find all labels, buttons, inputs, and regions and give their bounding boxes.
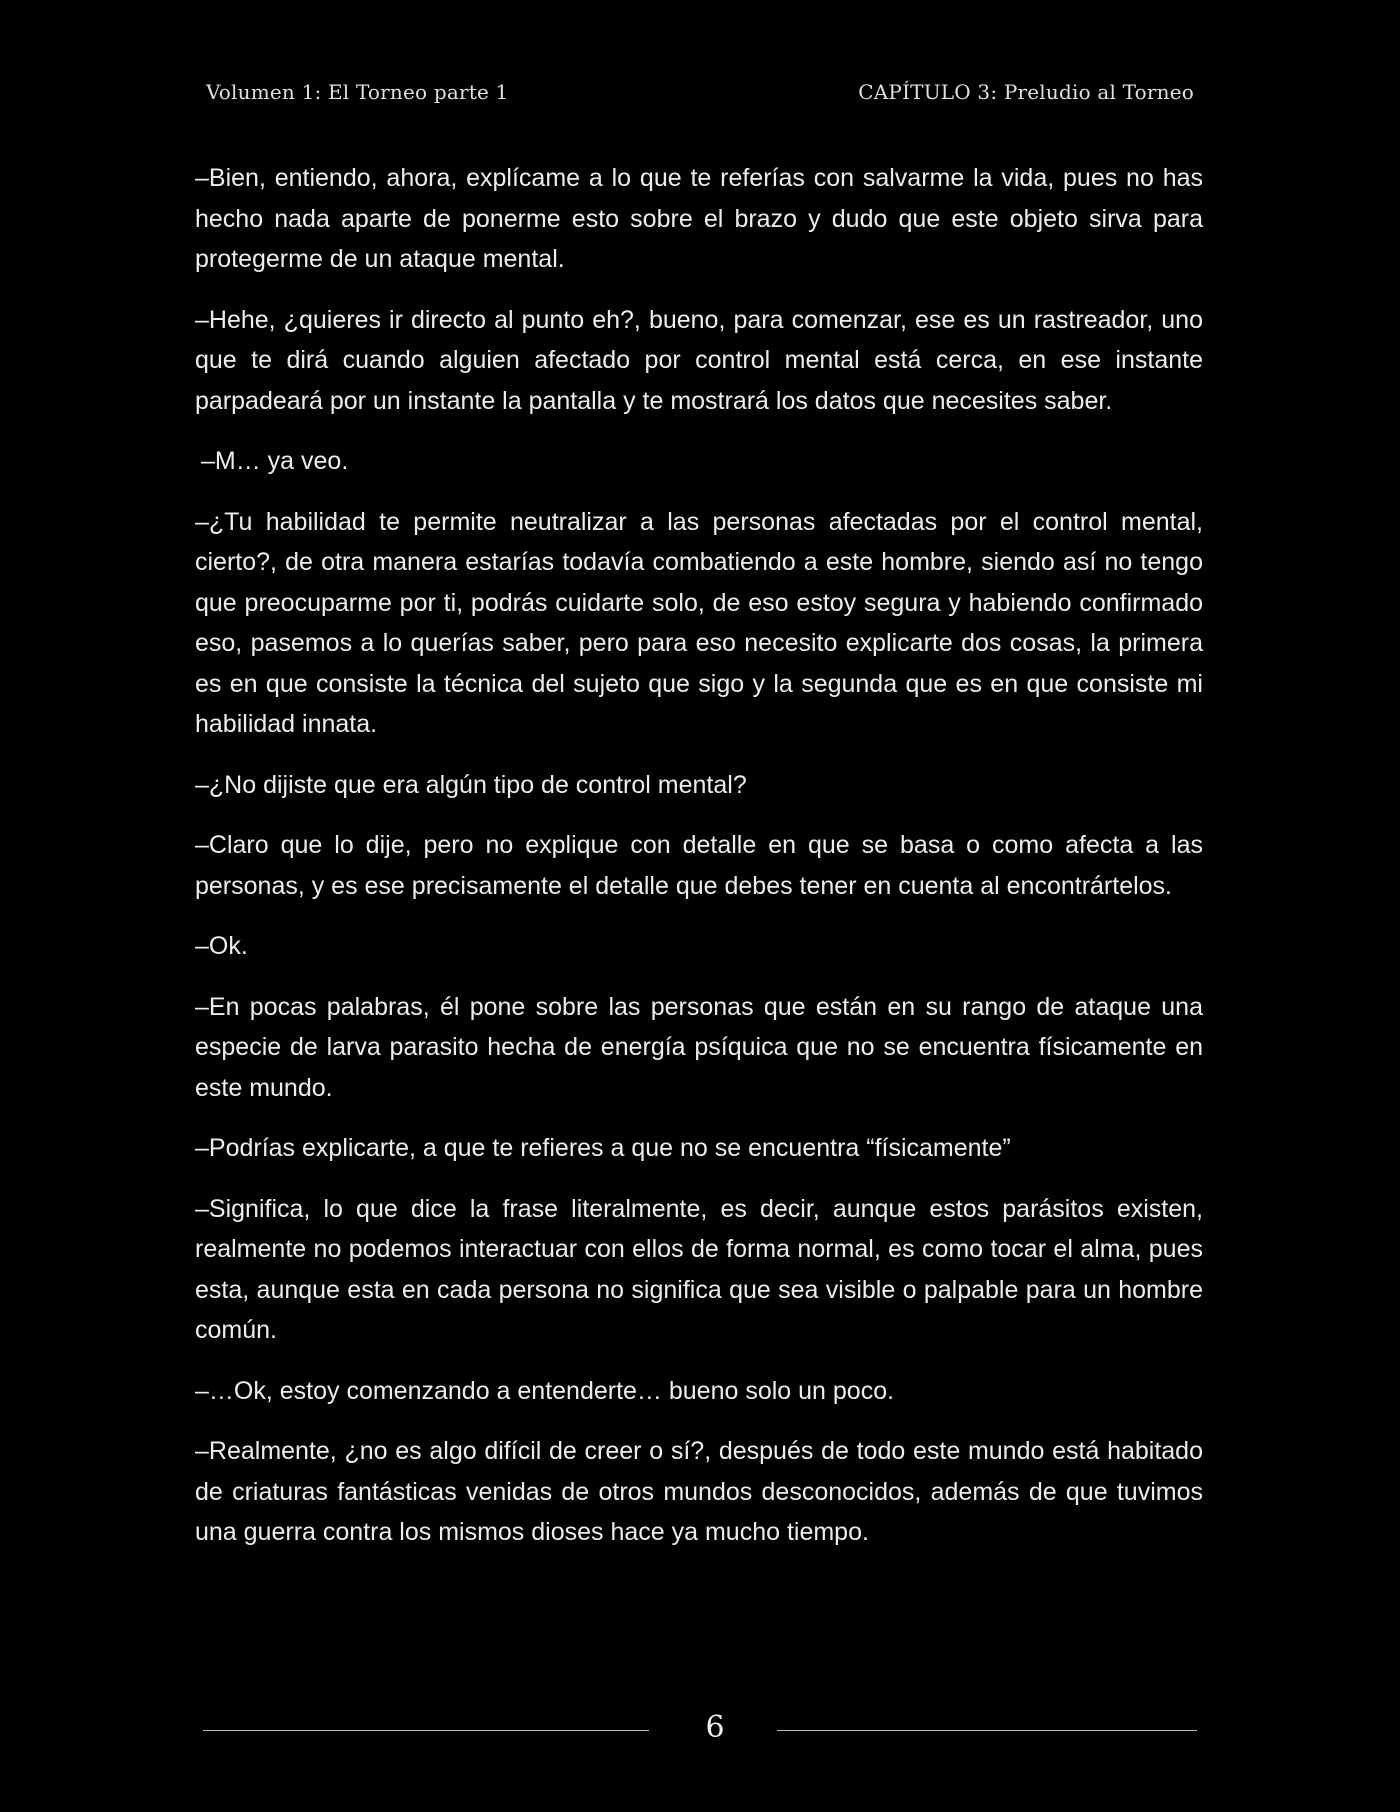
paragraph: –Podrías explicarte, a que te refieres a que no se encuentra “físicamente” [195, 1134, 1011, 1162]
paragraph: –Significa, lo que dice la frase literalmente, es decir, aunque estos parásitos existen, realmente no podemos interactuar con ellos de forma normal, es como tocar el alma, pues esta, aunque esta en cada persona no significa que sea visible o palpable para un hombre común. [195, 1194, 1203, 1344]
paragraph: –Realmente, ¿no es algo difícil de creer o sí?, después de todo este mundo está habitado de criaturas fantásticas venidas de otros mundos desconocidos, además de que tuvimos una guerra contra los mismos dioses hace ya mucho tiempo. [195, 1437, 1203, 1546]
paragraph: –¿Tu habilidad te permite neutralizar a las personas afectadas por el control mental, cierto?, de otra manera estarías todavía combatiendo a este hombre, siendo así no tengo que preocuparme por ti, podrás cuidarte solo, de eso estoy segura y habiendo confirmado eso, pasemos a lo querías saber, pero para eso necesito explicarte dos cosas, la primera es en que consiste la técnica del sujeto que sigo y la segunda que es en que consiste mi habilidad innata. [195, 507, 1203, 738]
paragraph: –¿No dijiste que era algún tipo de control mental? [195, 770, 747, 799]
footer-rule-right [777, 1730, 1197, 1731]
page-number: 6 [705, 1710, 725, 1745]
paragraph: –Claro que lo dije, pero no explique con detalle en que se basa o como afecta a las personas, y es ese precisamente el detalle que debes tener en cuenta al encontrártelos. [195, 831, 1203, 900]
running-header [206, 80, 1194, 104]
paragraph: –Bien, entiendo, ahora, explícame a lo que te referías con salvarme la vida, pues no has hecho nada aparte de ponerme esto sobre el brazo y dudo que este objeto sirva para protegerme de un ataque mental. [195, 164, 1203, 273]
chapter-title: CAPÍTULO 3: Preludio al Torneo [858, 80, 1194, 104]
footer-rule-left [203, 1730, 649, 1731]
page-footer [203, 1710, 1197, 1750]
volume-title: Volumen 1: El Torneo parte 1 [206, 80, 509, 104]
paragraph: –…Ok, estoy comenzando a entenderte… bueno solo un poco. [195, 1376, 895, 1405]
body-text [195, 158, 1203, 1573]
paragraph: –Ok. [195, 932, 248, 960]
paragraph: –Hehe, ¿quieres ir directo al punto eh?, bueno, para comenzar, ese es un rastreador, uno que te dirá cuando alguien afectado por control mental está cerca, en ese instante parpadeará por un instante la pantalla y te mostrará los datos que necesites saber. [195, 305, 1203, 415]
paragraph: –En pocas palabras, él pone sobre las personas que están en su rango de ataque una especie de larva parasito hecha de energía psíquica que no se encuentra físicamente en este mundo. [195, 992, 1203, 1102]
paragraph: –M… ya veo. [201, 447, 349, 475]
